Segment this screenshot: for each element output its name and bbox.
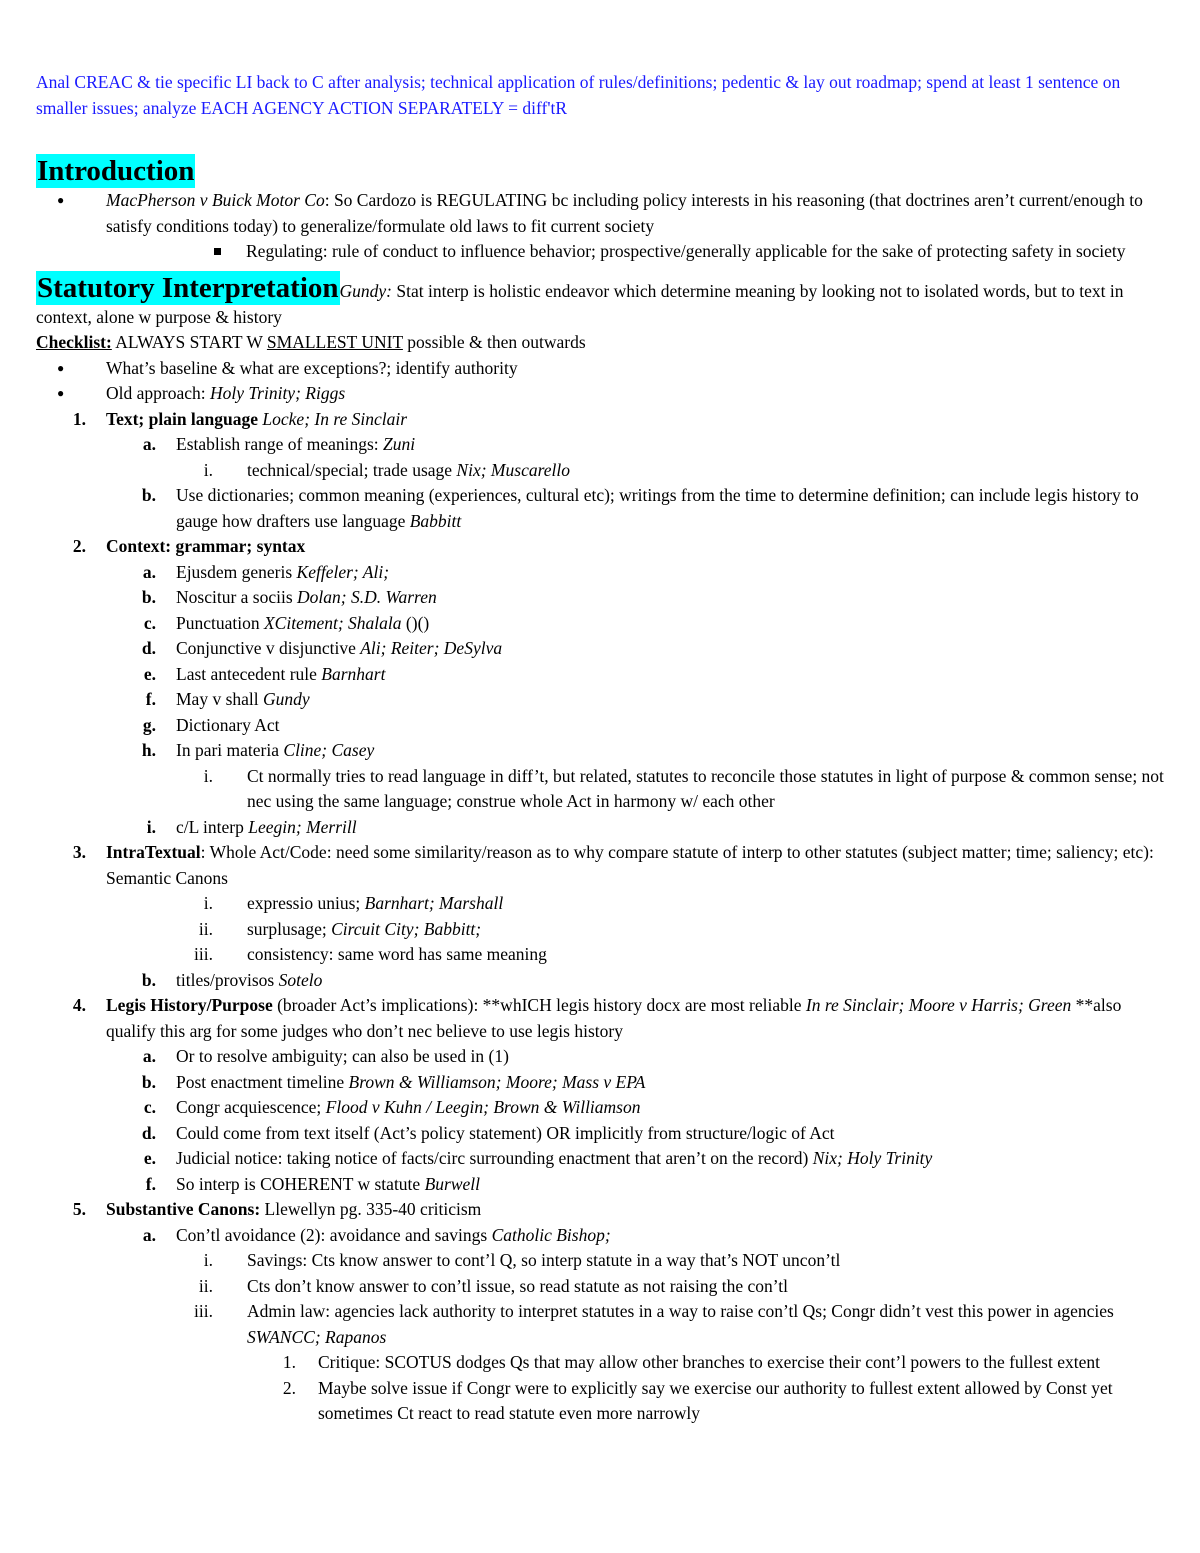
item-marker: e.: [143, 1148, 156, 1168]
item-marker: 2.: [72, 536, 86, 556]
checklist-line: [36, 330, 1166, 356]
statutory-interpretation-title: Statutory Interpretation: [37, 271, 339, 304]
checklist-underlined: SMALLEST UNIT: [266, 332, 403, 352]
item-marker: a.: [142, 561, 156, 582]
item-marker: 5.: [72, 1199, 86, 1219]
item-marker: 1.: [72, 408, 86, 429]
item-text: Could come from text itself (Act’s policy statement) OR implicitly from structure/logic of Act: [176, 1122, 835, 1143]
introduction-title: Introduction: [37, 155, 195, 187]
case-name: Circuit City; Babbitt;: [331, 918, 482, 939]
case-name: Catholic Bishop;: [491, 1224, 611, 1245]
checklist-label: Checklist:: [36, 332, 112, 352]
item-marker: b.: [141, 587, 156, 607]
numbered-item: [36, 534, 1166, 560]
item-text: May v shall: [176, 689, 264, 709]
case-name: Nix; Holy Trinity: [812, 1148, 933, 1168]
item-marker: 4.: [72, 995, 86, 1015]
case-name: Barnhart: [321, 663, 386, 684]
case-name: MacPherson v Buick Motor Co: [106, 190, 325, 210]
case-name: Zuni: [383, 434, 416, 454]
item-text: (broader Act’s implications): **whICH legis history docx are most reliable: [272, 995, 806, 1015]
item-marker: 2.: [282, 1377, 296, 1398]
item-marker: f.: [145, 689, 156, 709]
bullet-icon: ●: [57, 386, 65, 400]
item-text: What’s baseline & what are exceptions?; identify authority: [106, 357, 518, 378]
lettered-item: [36, 483, 1166, 534]
item-marker: c.: [143, 1097, 156, 1117]
item-marker: e.: [143, 663, 156, 684]
item-text: surplusage;: [247, 918, 332, 939]
lettered-item: [36, 687, 1166, 713]
case-name: Cline; Casey: [283, 740, 375, 760]
roman-item: [36, 1299, 1166, 1350]
case-name: Ali; Reiter; DeSylva: [360, 638, 503, 658]
item-text: : Whole Act/Code: need some similarity/reason as to why compare statute of interp to other statutes (subject matter; time; saliency; etc): Semantic Canons: [106, 842, 1154, 888]
item-text: consistency: same word has same meaning: [247, 944, 547, 964]
lettered-item: [36, 738, 1166, 764]
document-page: [36, 70, 1166, 1427]
study-note: Anal CREAC & tie specific LI back to C after analysis; technical application of rules/definitions; pedentic & lay out roadmap; spend at least 1 sentence on smaller issues; analyze EACH AGENCY ACTION SEPARATELY = diff'tR: [36, 72, 1121, 118]
lettered-item: [36, 636, 1166, 662]
case-name: Burwell: [424, 1173, 480, 1194]
numbered-item: [36, 840, 1166, 891]
case-name: SWANCC; Rapanos: [247, 1326, 387, 1347]
item-tail: **also qualify this arg for some judges who don’t nec believe to use legis history: [106, 995, 1122, 1041]
item-text: Con’tl avoidance (2): avoidance and savings: [176, 1224, 492, 1245]
item-marker: h.: [141, 740, 156, 760]
case-name: Nix; Muscarello: [456, 459, 570, 480]
item-text: Congr acquiescence;: [176, 1097, 326, 1117]
item-text: Or to resolve ambiguity; can also be used in (1): [176, 1046, 509, 1066]
item-text: : So Cardozo is REGULATING bc including policy interests in his reasoning (that doctrines aren’t current/enough to satisfy conditions today) to generalize/formulate old laws to fit current society: [106, 190, 1143, 236]
item-marker: i.: [203, 765, 213, 786]
lettered-item: [36, 662, 1166, 688]
item-tail: ()(): [401, 612, 430, 633]
item-text: Regulating: rule of conduct to influence behavior; prospective/generally applicable for the sake of protecting safety in society: [246, 241, 1126, 261]
item-text: c/L interp: [176, 816, 249, 837]
item-marker: b.: [141, 969, 156, 990]
list-item: [36, 239, 1166, 265]
lettered-item: [36, 611, 1166, 637]
item-text: Last antecedent rule: [176, 663, 322, 684]
item-marker: g.: [142, 714, 156, 735]
item-marker: a.: [142, 434, 156, 454]
case-name: Barnhart; Marshall: [364, 893, 504, 913]
item-marker: c.: [143, 612, 156, 633]
lettered-item: [36, 1095, 1166, 1121]
item-marker: a.: [142, 1046, 156, 1066]
arabic-subitem: [36, 1350, 1166, 1376]
case-name: Brown & Williamson; Moore; Mass v EPA: [348, 1071, 646, 1092]
list-item: [36, 381, 1166, 407]
lettered-item: [36, 432, 1166, 458]
case-name: Gundy: [263, 689, 310, 709]
roman-item: [36, 458, 1166, 484]
item-text: Punctuation: [176, 612, 264, 633]
item-marker: b.: [141, 485, 156, 505]
item-label: Text; plain language: [106, 408, 259, 429]
case-name: In re Sinclair; Moore v Harris; Green: [805, 995, 1072, 1015]
arabic-subitem: [36, 1376, 1166, 1427]
item-text: So interp is COHERENT w statute: [176, 1173, 425, 1194]
bullet-icon: ●: [57, 193, 65, 207]
item-marker: 3.: [72, 842, 86, 862]
item-marker: ii.: [198, 918, 213, 939]
lettered-item: [36, 1044, 1166, 1070]
item-marker: a.: [142, 1224, 156, 1245]
lettered-item: [36, 815, 1166, 841]
item-text: Cts don’t know answer to con’tl issue, so read statute as not raising the con’tl: [247, 1275, 788, 1296]
item-text: Conjunctive v disjunctive: [176, 638, 361, 658]
case-name: Keffeler; Ali;: [296, 561, 390, 582]
item-marker: iii.: [194, 1301, 213, 1321]
case-name: Sotelo: [278, 969, 323, 990]
item-text: Ct normally tries to read language in diff’t, but related, statutes to reconcile those statutes in light of purpose & common sense; not nec using the same language; construe whole Act in harmony w/ each other: [247, 765, 1164, 811]
roman-item: [36, 891, 1166, 917]
item-label: IntraTextual: [106, 842, 201, 862]
lettered-item: [36, 968, 1166, 994]
item-text: In pari materia: [176, 740, 284, 760]
item-marker: iii.: [194, 944, 213, 964]
roman-item: [36, 917, 1166, 943]
case-name: Gundy:: [339, 280, 392, 301]
roman-item: [36, 764, 1166, 815]
item-marker: 1.: [282, 1352, 296, 1372]
item-text: Dictionary Act: [176, 714, 280, 735]
lettered-item: [36, 560, 1166, 586]
item-marker: i.: [203, 893, 213, 913]
introduction-heading: [36, 154, 1166, 188]
item-text: Old approach:: [106, 383, 210, 403]
item-text: Noscitur a sociis: [176, 587, 298, 607]
item-label: Legis History/Purpose: [106, 995, 273, 1015]
checklist-text: ALWAYS START W: [111, 332, 267, 352]
item-label: Substantive Canons:: [106, 1199, 261, 1219]
bullet-icon: ●: [57, 360, 65, 375]
item-text: Admin law: agencies lack authority to interpret statutes in a way to raise con’tl Qs; Congr didn’t vest this power in agencies: [247, 1301, 1114, 1321]
item-marker: i.: [203, 459, 213, 480]
item-text: Savings: Cts know answer to cont’l Q, so interp statute in a way that’s NOT uncon’tl: [247, 1250, 841, 1270]
case-name: Babbitt: [409, 510, 462, 531]
roman-item: [36, 942, 1166, 968]
item-marker: f.: [145, 1173, 156, 1194]
list-item: [36, 188, 1166, 239]
statutory-interpretation-intro: [36, 271, 1166, 331]
item-marker: i.: [146, 816, 156, 837]
lettered-item: [36, 713, 1166, 739]
case-name: Holy Trinity; Riggs: [210, 383, 346, 403]
lettered-item: [36, 1223, 1166, 1249]
item-text: Judicial notice: taking notice of facts/circ surrounding enactment that aren’t on the record): [176, 1148, 813, 1168]
lettered-item: [36, 1121, 1166, 1147]
item-text: Post enactment timeline: [176, 1071, 349, 1092]
numbered-item: [36, 1197, 1166, 1223]
case-name: Leegin; Merrill: [248, 816, 357, 837]
item-marker: b.: [141, 1071, 156, 1092]
case-name: XCitement; Shalala: [263, 612, 402, 633]
item-text: expressio unius;: [247, 893, 365, 913]
item-marker: d.: [141, 1122, 156, 1143]
lettered-item: [36, 1146, 1166, 1172]
list-item: [36, 356, 1166, 382]
item-text: Critique: SCOTUS dodges Qs that may allow other branches to exercise their cont’l powers to the fullest extent: [318, 1352, 1100, 1372]
roman-item: [36, 1274, 1166, 1300]
square-bullet-icon: [214, 248, 221, 255]
checklist-text-end: possible & then outwards: [402, 332, 586, 352]
lettered-item: [36, 1070, 1166, 1096]
item-text: technical/special; trade usage: [247, 459, 457, 480]
item-text: Establish range of meanings:: [176, 434, 384, 454]
item-text: Ejusdem generis: [176, 561, 297, 582]
lettered-item: [36, 1172, 1166, 1198]
item-text: Use dictionaries; common meaning (experiences, cultural etc); writings from the time to determine definition; can include legis history to gauge how drafters use language: [176, 485, 1139, 531]
item-text: Stat interp is holistic endeavor which determine meaning by looking not to isolated words, but to text in context, alone w purpose & history: [36, 280, 1124, 327]
item-marker: d.: [141, 638, 156, 658]
case-name: Dolan; S.D. Warren: [297, 587, 437, 607]
item-text: Llewellyn pg. 335-40 criticism: [260, 1199, 482, 1219]
item-label: Context: grammar; syntax: [106, 536, 306, 556]
item-text: titles/provisos: [176, 969, 279, 990]
item-marker: ii.: [198, 1275, 213, 1296]
numbered-item: [36, 993, 1166, 1044]
numbered-item: [36, 407, 1166, 433]
item-marker: i.: [203, 1250, 213, 1270]
item-text: Maybe solve issue if Congr were to explicitly say we exercise our authority to fullest extent allowed by Const yet sometimes Ct react to read statute even more narrowly: [318, 1377, 1113, 1423]
case-name: Flood v Kuhn / Leegin; Brown & Williamson: [325, 1097, 641, 1117]
case-name: Locke; In re Sinclair: [258, 408, 408, 429]
lettered-item: [36, 585, 1166, 611]
roman-item: [36, 1248, 1166, 1274]
